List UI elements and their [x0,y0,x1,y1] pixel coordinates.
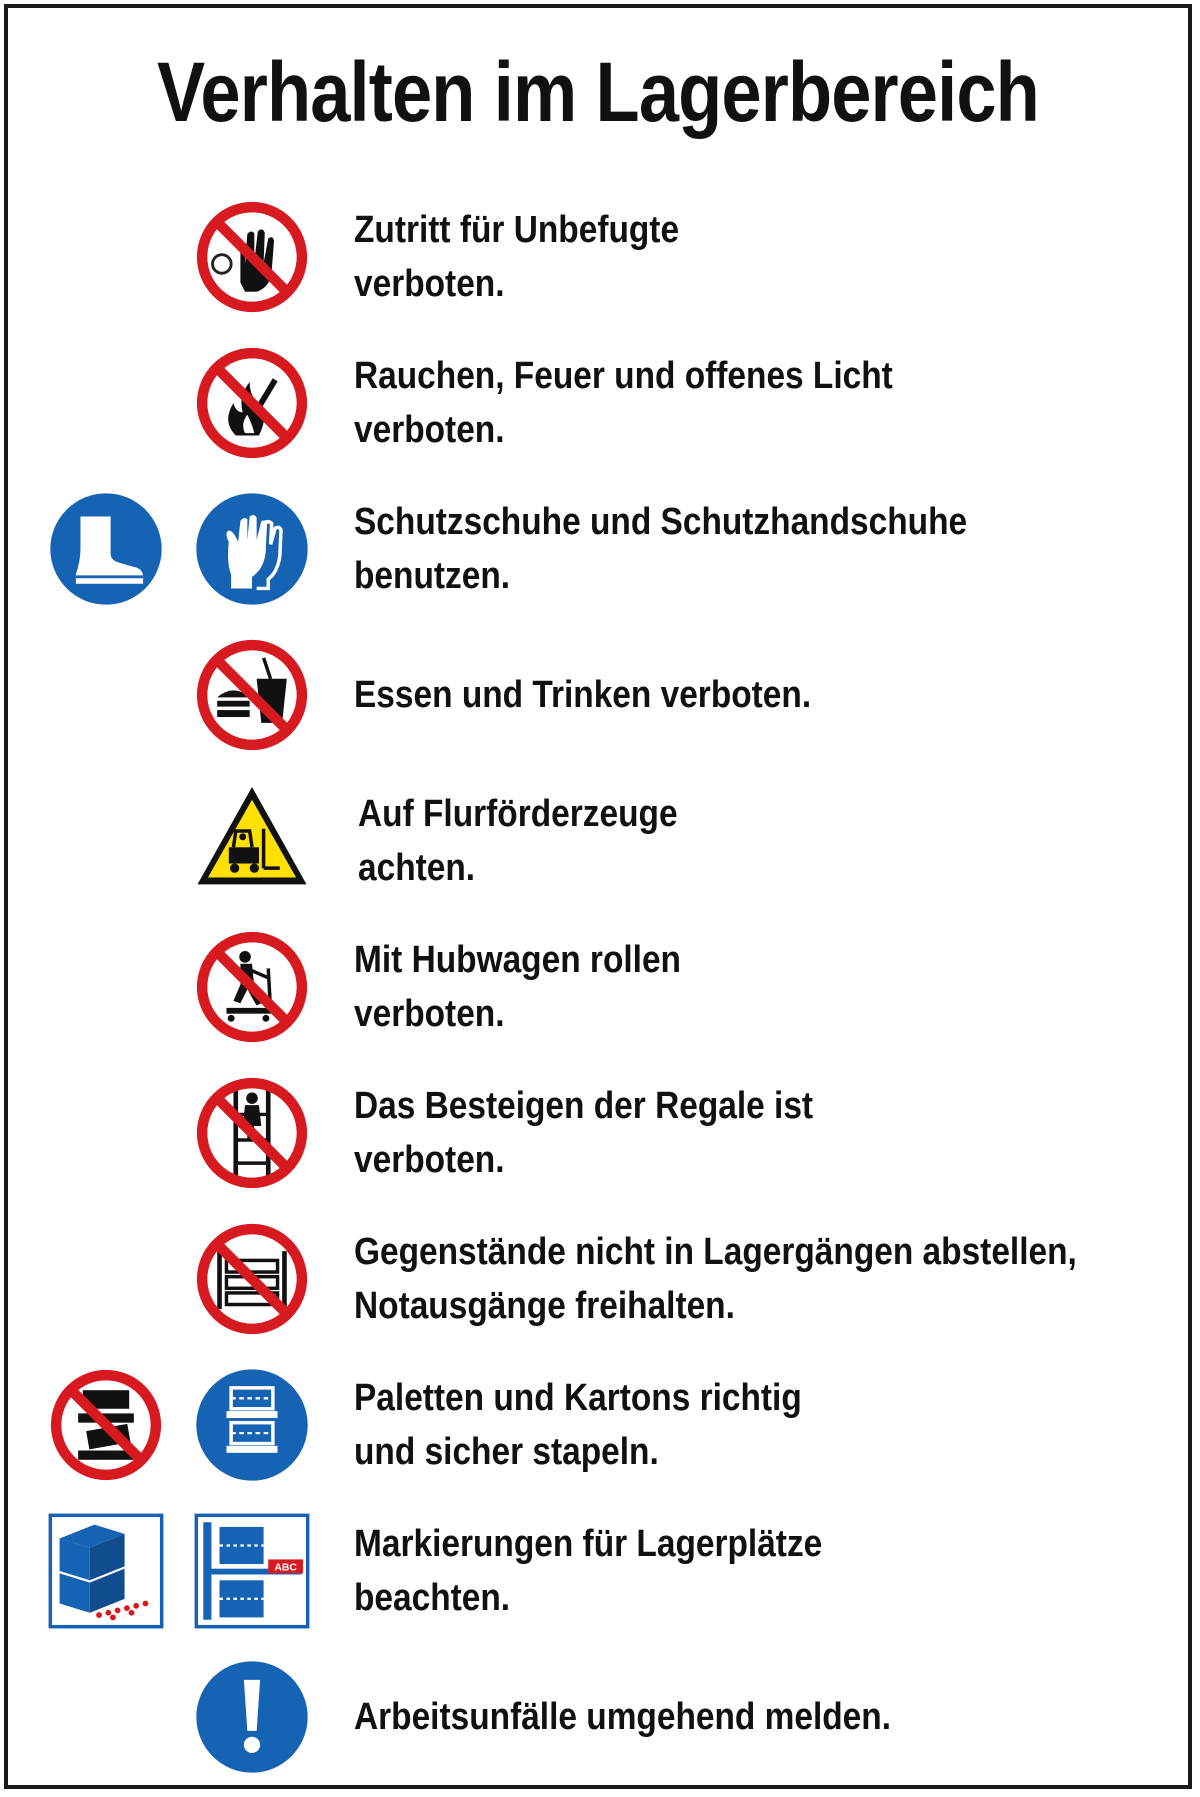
rule-row [8,922,1188,1052]
shelf-label-icon [194,1513,310,1629]
rule-line: verboten. [354,409,505,451]
shelf-label-text: ABC [274,1562,297,1574]
no-climbing-shelves-icon [194,1075,310,1191]
rule-line: Markierungen für Lagerplätze [354,1523,823,1565]
rule-row [8,192,1188,322]
floor-marking-icon [48,1513,164,1629]
rule-row [8,776,1188,906]
no-wrong-stacking-icon [48,1367,164,1483]
no-riding-pallet-truck-icon [194,929,310,1045]
rule-line: Zutritt für Unbefugte [354,209,680,251]
rule-line: Auf Flurförderzeuge [358,793,678,835]
rule-line: Essen und Trinken verboten. [354,674,812,716]
no-blocking-aisles-icon [194,1221,310,1337]
rule-line: Arbeitsunfälle umgehend melden. [354,1696,891,1738]
forklift-warning-icon [194,780,310,896]
rule-line: Notausgänge freihalten. [354,1285,735,1327]
rule-line: verboten. [354,993,505,1035]
rule-line: achten. [358,847,476,889]
rule-text [354,1079,813,1187]
rule-line: verboten. [354,263,505,305]
rule-line: Rauchen, Feuer und offenes Licht [354,355,893,397]
no-access-icon [194,199,310,315]
rule-text [354,1517,822,1625]
rule-row [8,338,1188,468]
no-smoking-fire-icon [194,345,310,461]
rule-text [354,1225,1077,1333]
rule-row [8,1214,1188,1344]
rule-text [354,495,967,603]
correct-stacking-icon [194,1367,310,1483]
rule-row [8,484,1188,614]
rule-line: verboten. [354,1139,505,1181]
rule-row [8,1360,1188,1490]
rule-text [354,668,811,722]
rule-line: Gegenstände nicht in Lagergängen abstellen, [354,1231,1077,1273]
rule-text [358,787,678,895]
safety-gloves-icon [194,491,310,607]
rule-line: beachten. [354,1577,511,1619]
rule-row [8,1652,1188,1782]
attention-icon [194,1659,310,1775]
rule-row [8,630,1188,760]
rule-line: Schutzschuhe und Schutzhandschuhe [354,501,968,543]
rule-row [8,1506,1188,1636]
rule-text [354,933,681,1041]
rule-line: benutzen. [354,555,511,597]
rule-row [8,1068,1188,1198]
rule-text [354,349,893,457]
no-eating-drinking-icon [194,637,310,753]
rule-line: Mit Hubwagen rollen [354,939,681,981]
page-title: Verhalten im Lagerbereich [157,45,1039,139]
rule-line: und sicher stapeln. [354,1431,659,1473]
rule-text [354,1690,891,1744]
rule-line: Paletten und Kartons richtig [354,1377,802,1419]
rule-text [354,1371,802,1479]
safety-boots-icon [48,491,164,607]
rule-text [354,203,679,311]
safety-sign [4,4,1192,1789]
rule-line: Das Besteigen der Regale ist [354,1085,814,1127]
